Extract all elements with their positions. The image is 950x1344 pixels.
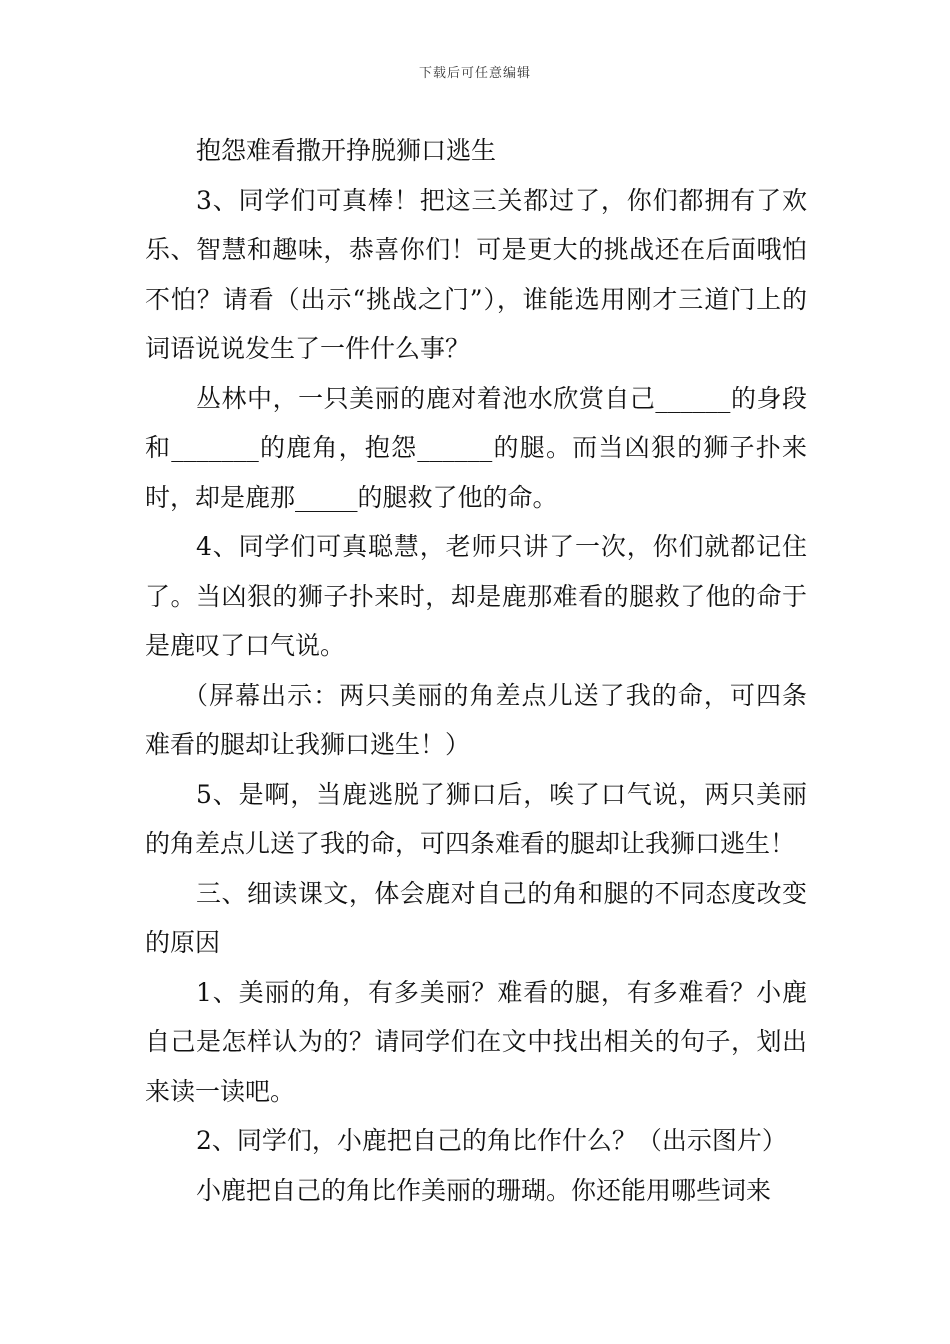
paragraph-10: 小鹿把自己的角比作美丽的珊瑚。你还能用哪些词来 xyxy=(196,1175,772,1205)
paragraph-7: 三、细读课文，体会鹿对自己的角和腿的不同态度改变的原因 xyxy=(145,878,807,957)
paragraph-9: 2、同学们，小鹿把自己的角比作什么？（出示图片） xyxy=(196,1126,787,1155)
paragraph-5: （屏幕出示：两只美丽的角差点儿送了我的命，可四条难看的腿却让我狮口逃生！） xyxy=(145,680,807,759)
paragraph-2: 3、同学们可真棒！把这三关都过了，你们都拥有了欢乐、智慧和趣味，恭喜你们！可是更大的挑战还在后面哦怕不怕？请看（出示“挑战之门”），谁能选用刚才三道门上的词语说说发生了一件什么事？ xyxy=(145,185,807,363)
paragraph-3: 丛林中，一只美丽的鹿对着池水欣赏自己______的身段和_______的鹿角，抱怨______的腿。而当凶狠的狮子扑来时，却是鹿那_____的腿救了他的命。 xyxy=(145,383,807,512)
paragraph-8: 1、美丽的角，有多美丽？难看的腿，有多难看？小鹿自己是怎样认为的？请同学们在文中找出相关的句子，划出来读一读吧。 xyxy=(145,977,807,1106)
page-header: 下载后可任意编辑 xyxy=(418,66,531,81)
document-body xyxy=(145,126,807,1215)
paragraph-1: 抱怨难看撒开挣脱狮口逃生 xyxy=(196,136,497,165)
paragraph-4: 4、同学们可真聪慧，老师只讲了一次，你们就都记住了。当凶狠的狮子扑来时，却是鹿那难看的腿救了他的命于是鹿叹了口气说。 xyxy=(145,532,807,660)
paragraph-6: 5、是啊，当鹿逃脱了狮口后，唉了口气说，两只美丽的角差点儿送了我的命，可四条难看的腿却让我狮口逃生！ xyxy=(145,779,807,858)
